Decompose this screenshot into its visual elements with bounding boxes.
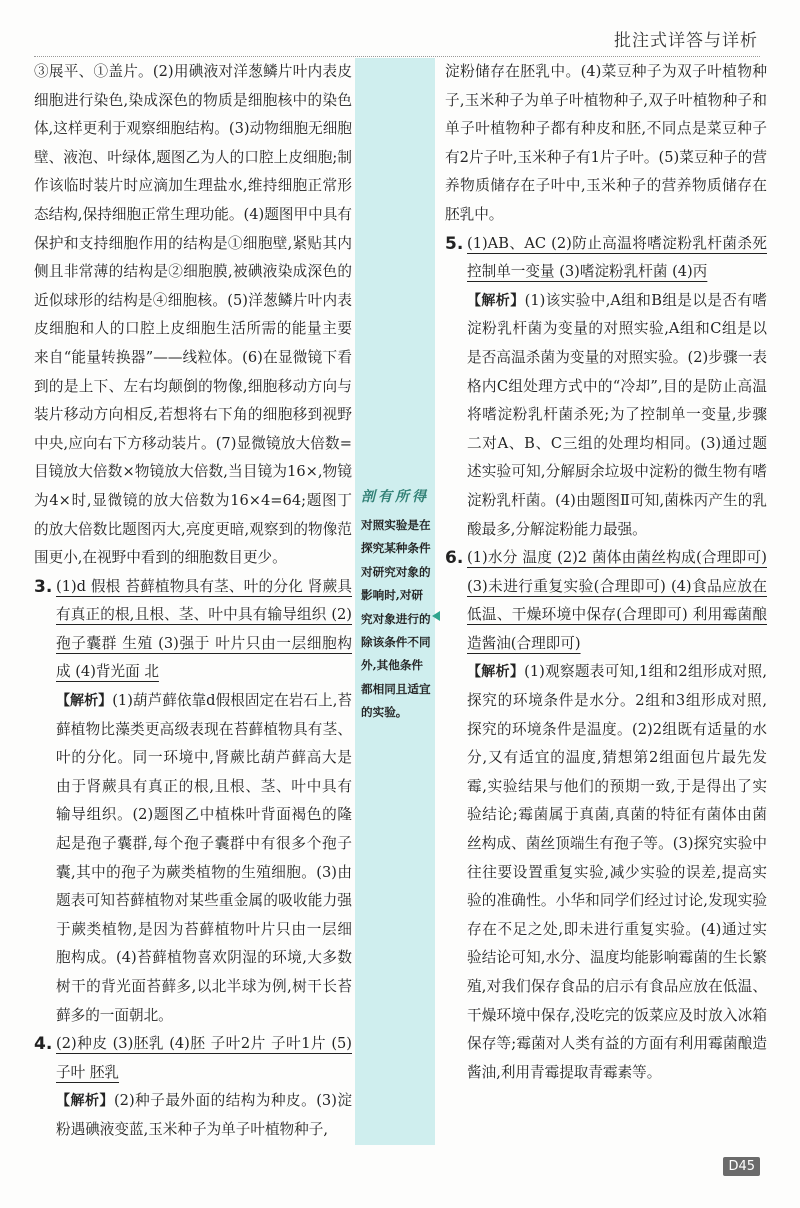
q4-analysis-continued: 淀粉储存在胚乳中。(4)菜豆种子为双子叶植物种子,玉米种子为单子叶植物种子,双子叶植物种子和单子叶植物种子都有种皮和胚,不同点是菜豆种子有2片子叶,玉米种子有1片子叶。(5)菜豆种子的营养物质储存在子叶中,玉米种子的营养物质储存在胚乳中。 [445, 63, 767, 223]
sidebar-title: 剖有所得 [361, 489, 429, 505]
question-number: 4. [34, 1034, 53, 1055]
q2-analysis-continued: ③展平、①盖片。(2)用碘液对洋葱鳞片叶内表皮细胞进行染色,染成深色的物质是细胞核中的染色体,这样更利于观察细胞结构。(3)动物细胞无细胞壁、液泡、叶绿体,题图乙为人的口腔上皮细胞;制作该临时装片时应滴加生理盐水,维持细胞正常形态结构,保持细胞正常生理功能。(4)题图甲中具有保护和支持细胞作用的结构是①细胞壁,紧贴其内侧且非常薄的结构是②细胞膜,被碘液染成深色的近似球形的结构是④细胞核。(5)洋葱鳞片叶内表皮细胞和人的口腔上皮细胞生活所需的能量主要来自“能量转换器”——线粒体。(6)在显微镜下看到的是上下、左右均颠倒的物像,细胞移动方向与装片移动方向相反,若想将右下角的细胞移到视野中央,应向右下方移动装片。(7)显微镜放大倍数=目镜放大倍数×物镜放大倍数,当目镜为16×,物镜为4×时,显微镜的放大倍数为16×4=64;题图丁的放大倍数比题图丙大,亮度更暗,观察到的物像范围更小,在视野中看到的细胞数目更少。 [34, 63, 352, 567]
analysis-tag: 【解析】 [467, 664, 525, 681]
question-4 [34, 1030, 352, 1144]
sidebar-text: 对照实验是在探究某种条件对研究对象的影响时,对研究对象进行的除该条件不同外,其他条件都相同且适宜的实验。 [361, 518, 431, 720]
question-6 [445, 544, 767, 1087]
pointer-arrow-icon [432, 611, 440, 621]
question-number: 3. [34, 576, 53, 597]
page-number: D45 [723, 1157, 760, 1176]
sidebar-note [355, 58, 435, 1145]
analysis-tag: 【解析】 [467, 292, 525, 309]
question-number: 6. [445, 548, 464, 569]
analysis-text: (1)观察题表可知,1组和2组形成对照,探究的环境条件是水分。2组和3组形成对照,探究的环境条件是温度。(2)2组既有适量的水分,又有适宜的温度,猜想第2组面包片最先发霉,实验结果与他们的预期一致,于是得出了实验结论;霉菌属于真菌,真菌的特征有菌体由菌丝构成、菌丝顶端生有孢子等。(3)探究实验中往往要设置重复实验,减少实验的误差,提高实验的准确性。小华和同学们经过讨论,发现实验存在不足之处,即未进行重复实验。(4)通过实验结论可知,水分、温度均能影响霉菌的生长繁殖,对我们保存食品的启示有食品应放在低温、干燥环境中保存,没吃完的饭菜应及时放入冰箱保存等;霉菌对人类有益的方面有利用霉菌酿造酱油,利用青霉提取青霉素等。 [467, 663, 767, 1081]
analysis-tag: 【解析】 [56, 1093, 114, 1110]
running-header: 批注式详答与详析 [614, 31, 758, 51]
header-divider [34, 56, 760, 57]
answer-text: (2)种皮 (3)胚乳 (4)胚 子叶2片 子叶1片 (5)子叶 胚乳 [56, 1035, 352, 1081]
analysis-text: (1)葫芦藓依靠d假根固定在岩石上,苔藓植物比藻类更高级表现在苔藓植物具有茎、叶的分化。同一环境中,肾蕨比葫芦藓高大是由于肾蕨具有真正的根,且根、茎、叶中具有输导组织。(2)题图乙中植株叶背面褐色的隆起是孢子囊群,每个孢子囊群中有很多个孢子囊,其中的孢子为蕨类植物的生殖细胞。(3)由题表可知苔藓植物对某些重金属的吸收能力强于蕨类植物,是因为苔藓植物叶片只由一层细胞构成。(4)苔藓植物喜欢阴湿的环境,大多数树干的背光面苔藓多,以北半球为例,树干长苔藓多的一面朝北。 [56, 692, 353, 1024]
answer-text: (1)AB、AC (2)防止高温将嗜淀粉乳杆菌杀死 控制单一变量 (3)嗜淀粉乳杆菌 (4)丙 [467, 234, 767, 281]
left-column [34, 58, 352, 1145]
question-number: 5. [445, 233, 464, 254]
analysis-text: (2)种子最外面的结构为种皮。(3)淀粉遇碘液变蓝,玉米种子为单子叶植物种子, [56, 1092, 352, 1138]
question-3 [34, 573, 352, 1031]
analysis-tag: 【解析】 [56, 693, 113, 710]
answer-text: (1)水分 温度 (2)2 菌体由菌丝构成(合理即可) (3)未进行重复实验(合理即可) (4)食品应放在低温、干燥环境中保存(合理即可) 利用霉菌酿造酱油(合理即可) [467, 549, 767, 652]
answer-text: (1)d 假根 苔藓植物具有茎、叶的分化 肾蕨具有真正的根,且根、茎、叶中具有输导组织 (2)孢子囊群 生殖 (3)强于 叶片只由一层细胞构成 (4)背光面 北 [56, 577, 352, 681]
right-column [445, 58, 767, 1087]
analysis-text: (1)该实验中,A组和B组是以是否有嗜淀粉乳杆菌为变量的对照实验,A组和C组是以是否高温杀菌为变量的对照实验。(2)步骤一表格内C组处理方式中的“冷却”,目的是防止高温将嗜淀粉乳杆菌杀死;为了控制单一变量,步骤二对A、B、C三组的处理均相同。(3)通过题述实验可知,分解厨余垃圾中淀粉的微生物有嗜淀粉乳杆菌。(4)由题图Ⅱ可知,菌株丙产生的乳酸最多,分解淀粉能力最强。 [467, 291, 768, 538]
question-5 [445, 230, 767, 545]
